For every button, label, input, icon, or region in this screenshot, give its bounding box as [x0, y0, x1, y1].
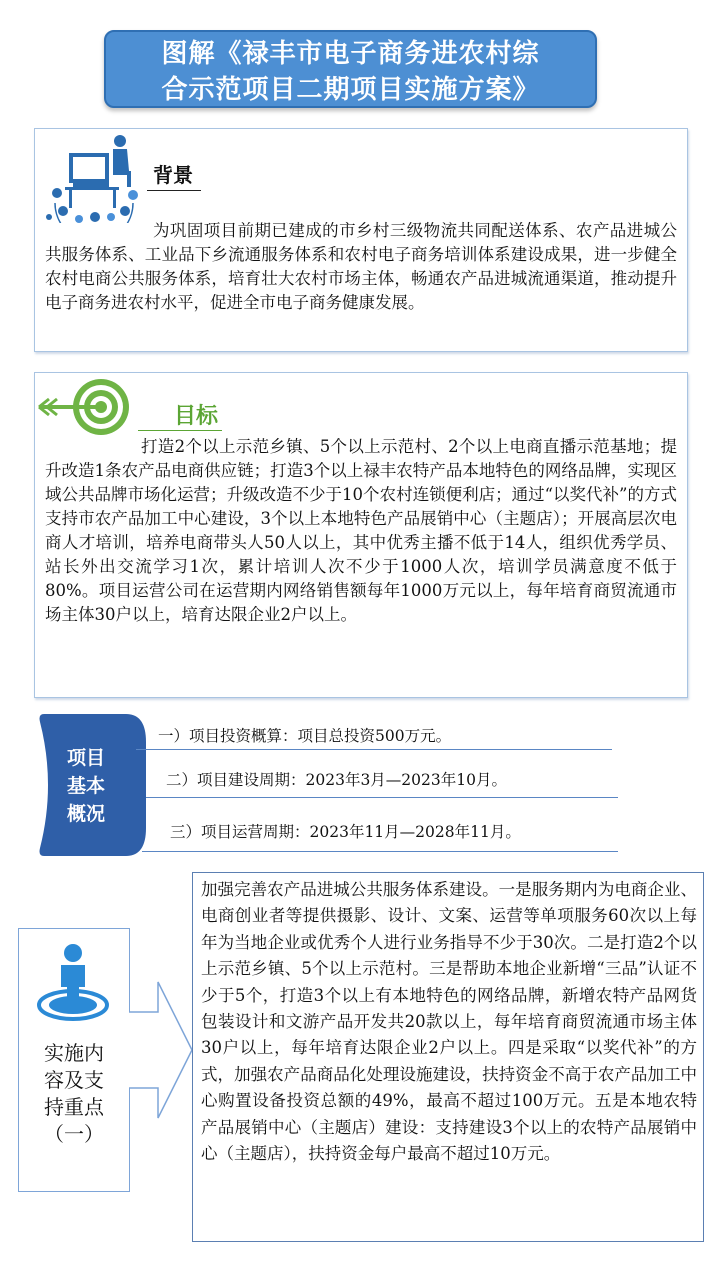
- background-heading: 背景: [147, 159, 201, 191]
- overview-title-line-1: 项目: [66, 747, 105, 769]
- overview-divider-1: [136, 749, 612, 750]
- right-arrow-icon: [128, 980, 194, 1120]
- overview-item-3: 三）项目运营周期：2023年11月—2028年11月。: [170, 823, 521, 841]
- target-arrow-icon: [35, 377, 139, 439]
- overview-divider-2: [146, 797, 618, 798]
- goal-text: 打造2个以上示范乡镇、5个以上示范村、2个以上电商直播示范基地；提升改造1条农产品电商供应链；打造3个以上禄丰农特产品本地特色的网络品牌，实现区域公共品牌市场化运营；升级改造不少于10个农村连锁便利店；通过“以奖代补”的方式支持市农产品加工中心建设，3个以上本地特色产品展销中心（主题店）；开展高层次电商人才培训，培养电商带头人50人以上，其中优秀主播不低于14人，组织优秀学员、站长外出交流学习1次，累计培训人次不少于1000人次，培训学员满意度不低于80%。项目运营公司在运营期内网络销售额每年1000万元以上，每年培育商贸流通市场主体30户以上，培育达限企业2户以上。: [45, 437, 677, 624]
- overview-title-line-2: 基本: [66, 775, 105, 797]
- overview-item-2: 二）项目建设周期：2023年3月—2023年10月。: [166, 771, 507, 789]
- computer-user-icon: [43, 131, 155, 223]
- implementation-content-box: [192, 872, 704, 1242]
- implementation-title-line-2: 容及支: [44, 1068, 104, 1092]
- implementation-text: 加强完善农产品进城公共服务体系建设。一是服务期内为电商企业、电商创业者等提供摄影、设计、文案、运营等单项服务60次以上每年为当地企业或优秀个人进行业务指导不少于30次。二是打造2个以上示范乡镇、5个以上示范村。三是帮助本地企业新增“三品”认证不少于5个，打造3个以上有本地特色的网络品牌，新增农特产品网货包装设计和文游产品开发共20款以上，每年培育商贸流通市场主体30户以上，每年培育达限企业2户以上。四是采取“以奖代补”的方式，加强农产品商品化处理设施建设，扶持资金不高于农产品加工中心购置设备投资总额的49%，最高不超过100万元。五是本地农特产品展销中心（主题店）建设：支持建设3个以上的农特产品展销中心（主题店），扶持资金每户最高不超过10万元。: [201, 880, 697, 1164]
- implementation-title-line-1: 实施内: [44, 1041, 104, 1065]
- background-text: 为巩固项目前期已建成的市乡村三级物流共同配送体系、农产品进城公共服务体系、工业品下乡流通服务体系和农村电子商务培训体系建设成果，进一步健全农村电商公共服务体系，培育壮大农村市场主体，畅通农产品进城流通渠道，推动提升电子商务进农村水平，促进全市电子商务健康发展。: [45, 221, 677, 312]
- implementation-title: [18, 1040, 130, 1148]
- implementation-title-line-4: （一）: [44, 1122, 104, 1146]
- title-line-2: 合示范项目二期项目实施方案》: [161, 75, 540, 105]
- page-title: [104, 30, 597, 108]
- overview-divider-3: [142, 851, 618, 852]
- overview-item-1: 一）项目投资概算：项目总投资500万元。: [158, 727, 452, 745]
- goal-panel: [34, 372, 688, 698]
- overview-title-line-3: 概况: [66, 803, 105, 825]
- person-location-icon: [33, 939, 113, 1025]
- overview-title: [50, 744, 122, 828]
- implementation-title-line-3: 持重点: [44, 1095, 104, 1119]
- title-line-1: 图解《禄丰市电子商务进农村综: [161, 39, 540, 69]
- goal-heading: 目标: [138, 399, 222, 431]
- background-panel: [34, 128, 688, 352]
